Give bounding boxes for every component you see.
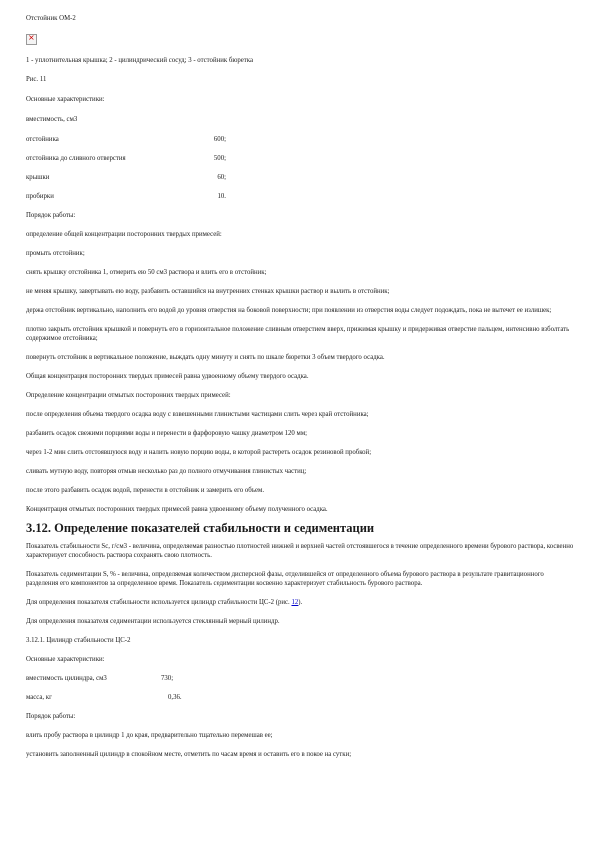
spec-label: отстойника до сливного отверстия bbox=[26, 155, 126, 162]
spec-label: крышки bbox=[26, 174, 50, 181]
procedure-heading-2: Порядок работы: bbox=[26, 713, 76, 720]
spec-value: 60; bbox=[217, 174, 226, 181]
figure-12-link[interactable]: 12 bbox=[291, 599, 299, 606]
procedure-step: через 1-2 мин слить отстоявшуюся воду и налить новую порцию воды, в которой растереть осадок резиновой пробкой; bbox=[26, 449, 372, 456]
specs-list-2 bbox=[26, 674, 576, 702]
spec-value: 600; bbox=[213, 136, 226, 143]
broken-image-icon: × bbox=[26, 34, 37, 45]
subsection-heading: 3.12.1. Цилиндр стабильности ЦС-2 bbox=[26, 637, 131, 644]
spec-label: вместимость цилиндра, см3 bbox=[26, 675, 107, 682]
procedure-step: повернуть отстойник в вертикальное положение, выждать одну минуту и снять по шкале бюретки 3 объем твердого осадка. bbox=[26, 354, 385, 361]
procedure-heading: Порядок работы: bbox=[26, 212, 76, 219]
figure-caption: 1 - уплотнительная крышка; 2 - цилиндрический сосуд; 3 - отстойник бюретка bbox=[26, 57, 253, 64]
procedure-step: влить пробу раствора в цилиндр 1 до края, предварительно тщательно перемешав ее; bbox=[26, 732, 273, 739]
volume-label: вместимость, см3 bbox=[26, 116, 78, 123]
procedure-step: плотно закрыть отстойник крышкой и повернуть его в горизонтальное положение сливным отверстием вверх, прижимая крышку и придерживая отверстие пальцем, интенсивно взболтать содержимое отстойника; bbox=[26, 326, 570, 342]
procedure-step: разбавить осадок свежими порциями воды и перенести в фарфоровую чашку диаметром 120 мм; bbox=[26, 430, 308, 437]
specs-list bbox=[26, 135, 576, 201]
spec-label: масса, кг bbox=[26, 694, 52, 701]
spec-row bbox=[26, 192, 576, 201]
procedure-step: не меняя крышку, завертывать ею воду, разбавить оставшийся на внутренних стенках крышки раствор и вылить в отстойник; bbox=[26, 288, 390, 295]
spec-row bbox=[26, 674, 576, 683]
stability-cylinder-line bbox=[26, 598, 576, 607]
procedure-step: после этого разбавить осадок водой, перенести в отстойник и замерить его объем. bbox=[26, 487, 265, 494]
procedure-step: держа отстойник вертикально, наполнить его водой до уровня отверстия на боковой поверхности; при появлении из отверстия воды следует подождать, пока не вытечет ее излишек; bbox=[26, 307, 552, 314]
section-heading: 3.12. Определение показателей стабильности и седиментации bbox=[26, 521, 375, 535]
characteristics-heading: Основные характеристики: bbox=[26, 96, 105, 103]
procedure-step: Концентрация отмытых посторонних твердых примесей равна удвоенному объему полученного осадка. bbox=[26, 506, 328, 513]
stability-text: Для определения показателя стабильности используется цилиндр стабильности ЦС-2 (рис. bbox=[26, 599, 292, 606]
characteristics-heading-2: Основные характеристики: bbox=[26, 656, 105, 663]
spec-row bbox=[26, 154, 576, 163]
procedure-step: определение общей концентрации посторонних твердых примесей: bbox=[26, 231, 222, 238]
procedure-step: Определение концентрации отмытых посторонних твердых примесей: bbox=[26, 392, 231, 399]
spec-value: 500; bbox=[213, 155, 226, 162]
spec-value: 0,36. bbox=[168, 694, 182, 701]
section-paragraph: Показатель седиментации S, % - величина, определяемая количеством дисперсной фазы, отделившейся от определенного объема бурового раствора в результате гравитационного разделения его компонентов за определенное время. Показатель седиментации косвенно характеризует стабильность бурового раствора. bbox=[26, 571, 544, 587]
procedure-step: промыть отстойник; bbox=[26, 250, 85, 257]
spec-value: 730; bbox=[161, 675, 174, 682]
spec-label: пробирки bbox=[26, 193, 54, 200]
document-title: Отстойник ОМ-2 bbox=[26, 15, 76, 22]
spec-value: 10. bbox=[217, 193, 226, 200]
procedure-step: Общая концентрация посторонних твердых примесей равна удвоенному объему твердого осадка. bbox=[26, 373, 309, 380]
procedure-step: сливать мутную воду, повторяя отмыв несколько раз до полного отмучивания глинистых частиц; bbox=[26, 468, 307, 475]
procedure-step: установить заполненный цилиндр в спокойном месте, отметить по часам время и оставить его в покое на сутки; bbox=[26, 751, 352, 758]
figure-label: Рис. 11 bbox=[26, 76, 47, 83]
procedure-step: после определения объема твердого осадка воду с взвешенными глинистыми частицами слить через край отстойника; bbox=[26, 411, 369, 418]
spec-row bbox=[26, 135, 576, 144]
section-paragraph: Показатель стабильности Sc, г/см3 - величина, определяемая разностью плотностей нижней и верхней частей отстоявшегося в течение определенного времени бурового раствора, косвенно характеризует способность раствора сохранять свою плотность. bbox=[26, 543, 574, 559]
procedure-list bbox=[26, 230, 576, 514]
spec-row bbox=[26, 173, 576, 182]
stability-text-end: ). bbox=[298, 599, 303, 606]
spec-label: отстойника bbox=[26, 136, 59, 143]
spec-row bbox=[26, 693, 576, 702]
procedure-step: снять крышку отстойника 1, отмерить ею 50 см3 раствора и влить его в отстойник; bbox=[26, 269, 267, 276]
document-page bbox=[26, 14, 576, 759]
sedimentation-line: Для определения показателя седиментации используется стеклянный мерный цилиндр. bbox=[26, 618, 280, 625]
